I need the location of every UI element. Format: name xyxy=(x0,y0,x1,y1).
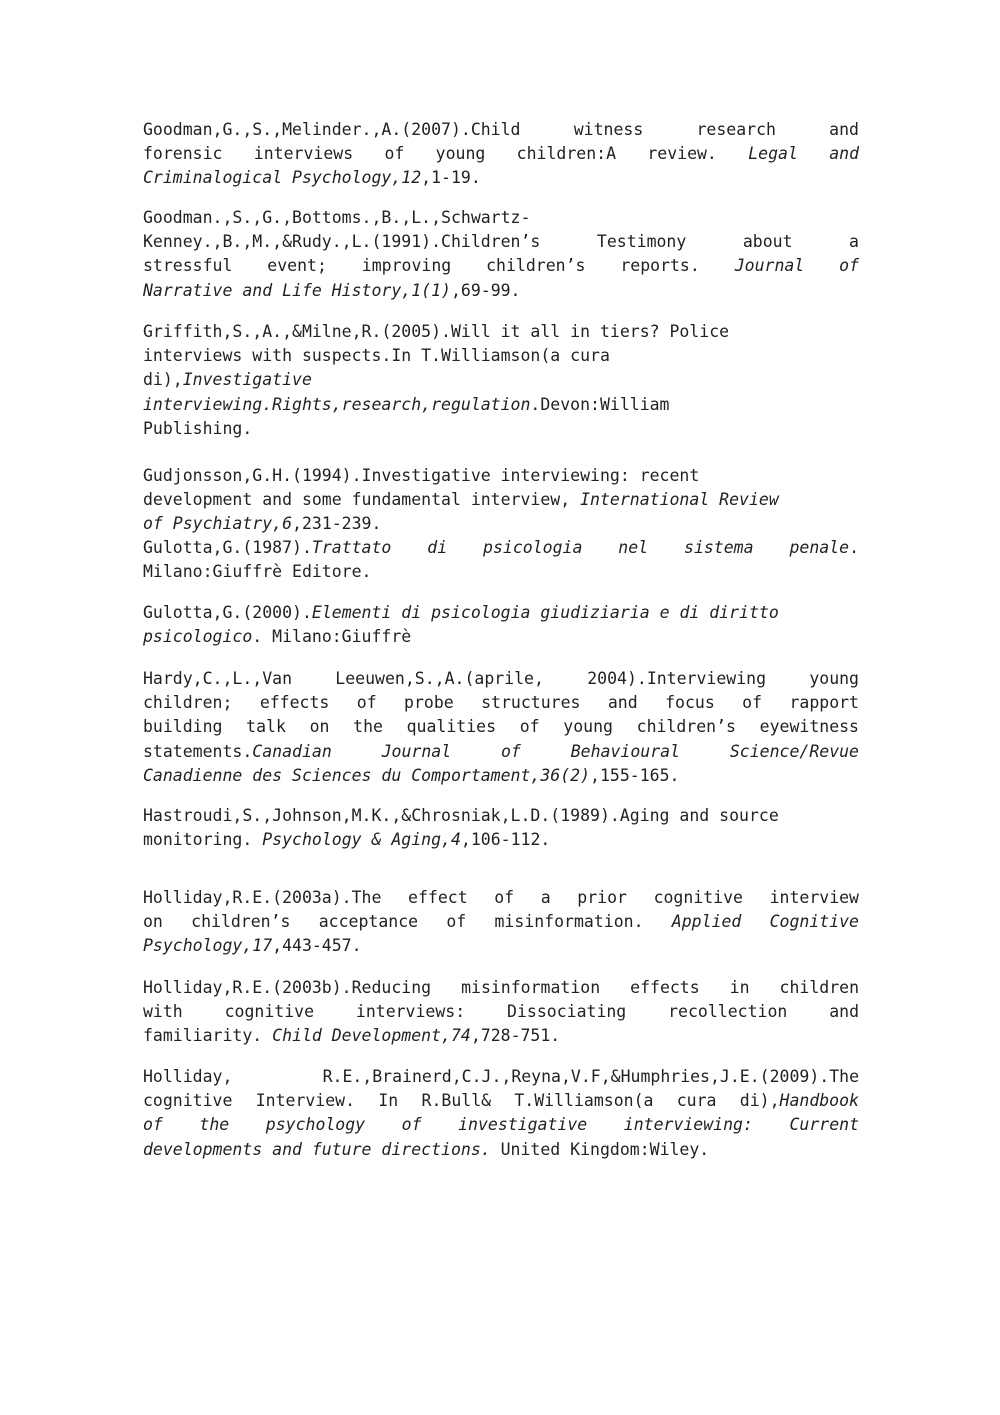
reference-text: monitoring. xyxy=(143,830,263,850)
reference-line xyxy=(143,512,859,536)
reference-text: Hastroudi,S.,Johnson,M.K.,&Chrosniak,L.D.(1989).Aging and source xyxy=(143,806,779,825)
reference-line xyxy=(143,601,859,625)
reference-text: ,728-751. xyxy=(470,1026,561,1046)
reference-italic-text: interviewing.Rights,research,regulation xyxy=(143,394,531,414)
reference-line xyxy=(143,910,859,934)
reference-text: statements. xyxy=(143,741,253,761)
reference-text: ,106-112. xyxy=(460,830,551,850)
reference-italic-text: Legal and xyxy=(748,144,860,164)
reference-entry xyxy=(143,536,859,584)
reference-text: Goodman.,S.,G.,Bottoms.,B.,L.,Schwartz- xyxy=(143,208,531,227)
reference-line xyxy=(143,368,859,392)
reference-italic-text: psicologico xyxy=(143,627,253,647)
reference-italic-text: Elementi di psicologia giudiziaria e di diritto xyxy=(311,603,779,622)
reference-text: interviews with suspects.In T.Williamson(a cura xyxy=(143,346,610,366)
reference-line xyxy=(143,1000,859,1024)
reference-line xyxy=(143,464,859,488)
reference-text: on children’s acceptance of misinformation. xyxy=(143,912,672,932)
reference-italic-text: Canadienne des Sciences du Comportament,36(2) xyxy=(143,765,591,785)
reference-italic-text: Applied Cognitive xyxy=(671,912,859,932)
reference-italic-text: Investigative xyxy=(182,370,312,390)
reference-line xyxy=(143,625,859,649)
reference-line xyxy=(143,279,859,303)
reference-text: United Kingdom:Wiley. xyxy=(490,1139,710,1159)
reference-line xyxy=(143,393,859,417)
reference-text: development and some fundamental interview, xyxy=(143,490,581,510)
reference-line xyxy=(143,740,859,764)
reference-line xyxy=(143,1113,859,1137)
reference-text: cognitive Interview. In R.Bull& T.Williamson(a cura di), xyxy=(143,1091,780,1111)
reference-text: . xyxy=(849,538,859,557)
reference-line xyxy=(143,320,859,344)
reference-line xyxy=(143,166,859,190)
reference-italic-text: developments and future directions. xyxy=(143,1139,491,1159)
reference-entry xyxy=(143,1065,859,1162)
reference-text: ,443-457. xyxy=(272,936,362,956)
reference-line xyxy=(143,804,859,828)
reference-line xyxy=(143,1089,859,1113)
reference-italic-text: Canadian Journal of Behavioural Science/Revue xyxy=(252,741,859,761)
reference-italic-text: of Psychiatry,6 xyxy=(143,514,293,534)
reference-text: Griffith,S.,A.,&Milne,R.(2005).Will it all in tiers? Police xyxy=(143,322,730,341)
reference-line xyxy=(143,764,859,788)
reference-line xyxy=(143,230,859,254)
reference-line xyxy=(143,488,859,512)
reference-italic-text: Trattato di psicologia nel sistema penale xyxy=(311,538,850,557)
reference-text: Holliday,R.E.(2003b).Reducing misinformation effects in children xyxy=(143,978,859,997)
reference-text: with cognitive interviews: Dissociating recollection and xyxy=(143,1002,859,1022)
reference-text: Milano:Giuffrè Editore. xyxy=(143,562,372,582)
reference-italic-text: of the psychology of investigative interviewing: Current xyxy=(143,1115,859,1135)
reference-entry xyxy=(143,320,859,441)
reference-text: di), xyxy=(143,370,183,390)
reference-text: Gulotta,G.(1987). xyxy=(143,538,312,557)
reference-line xyxy=(143,344,859,368)
reference-line xyxy=(143,254,859,278)
reference-text: Holliday,R.E.(2003a).The effect of a prior cognitive interview xyxy=(143,888,859,907)
reference-line xyxy=(143,667,859,691)
reference-line xyxy=(143,934,859,958)
reference-line xyxy=(143,886,859,910)
reference-line xyxy=(143,828,859,852)
reference-line xyxy=(143,206,859,230)
reference-italic-text: Criminalogical Psychology,12 xyxy=(143,168,422,188)
reference-line xyxy=(143,417,859,441)
reference-line xyxy=(143,976,859,1000)
reference-italic-text: Psychology & Aging,4 xyxy=(262,830,461,850)
reference-line xyxy=(143,1065,859,1089)
reference-text: familiarity. xyxy=(143,1026,273,1046)
reference-text: Holliday, R.E.,Brainerd,C.J.,Reyna,V.F,&Humphries,J.E.(2009).The xyxy=(143,1067,859,1086)
reference-italic-text: Child Development,74 xyxy=(272,1026,471,1046)
reference-italic-text: Handbook xyxy=(779,1091,859,1111)
reference-line xyxy=(143,1024,859,1048)
reference-italic-text: Psychology,17 xyxy=(143,936,273,956)
reference-italic-text: International Review xyxy=(580,490,779,510)
reference-text: Gulotta,G.(2000). xyxy=(143,603,312,622)
reference-text: ,1-19. xyxy=(421,168,481,188)
reference-entry xyxy=(143,667,859,788)
reference-text: ,69-99. xyxy=(450,280,521,300)
reference-italic-text: Narrative and Life History,1(1) xyxy=(143,280,451,300)
reference-text: Goodman,G.,S.,Melinder.,A.(2007).Child witness research and xyxy=(143,120,859,139)
reference-entry xyxy=(143,118,859,191)
reference-line xyxy=(143,536,859,560)
reference-text: Kenney.,B.,M.,&Rudy.,L.(1991).Children’s Testimony about a xyxy=(143,232,859,252)
reference-text: children; effects of probe structures and focus of rapport xyxy=(143,693,859,713)
reference-entry xyxy=(143,804,859,852)
reference-text: Publishing. xyxy=(143,418,253,438)
reference-line xyxy=(143,118,859,142)
reference-entry xyxy=(143,464,859,537)
reference-italic-text: Journal of xyxy=(734,256,860,276)
reference-text: ,231-239. xyxy=(292,514,382,534)
reference-line xyxy=(143,560,859,584)
reference-text: ,155-165. xyxy=(590,765,680,785)
reference-entry xyxy=(143,976,859,1049)
reference-text: Gudjonsson,G.H.(1994).Investigative interviewing: recent xyxy=(143,466,700,485)
reference-text: forensic interviews of young children:A review. xyxy=(143,144,749,164)
reference-text: stressful event; improving children’s reports. xyxy=(143,256,735,276)
reference-entry xyxy=(143,886,859,959)
reference-line xyxy=(143,1138,859,1162)
reference-entry xyxy=(143,601,859,649)
reference-text: . Milano:Giuffrè xyxy=(252,627,412,647)
reference-text: .Devon:William xyxy=(530,394,670,414)
reference-text: building talk on the qualities of young children’s eyewitness xyxy=(143,717,859,737)
reference-entry xyxy=(143,206,859,303)
reference-text: Hardy,C.,L.,Van Leeuwen,S.,A.(aprile, 2004).Interviewing young xyxy=(143,669,859,688)
reference-line xyxy=(143,142,859,166)
reference-line xyxy=(143,715,859,739)
reference-line xyxy=(143,691,859,715)
